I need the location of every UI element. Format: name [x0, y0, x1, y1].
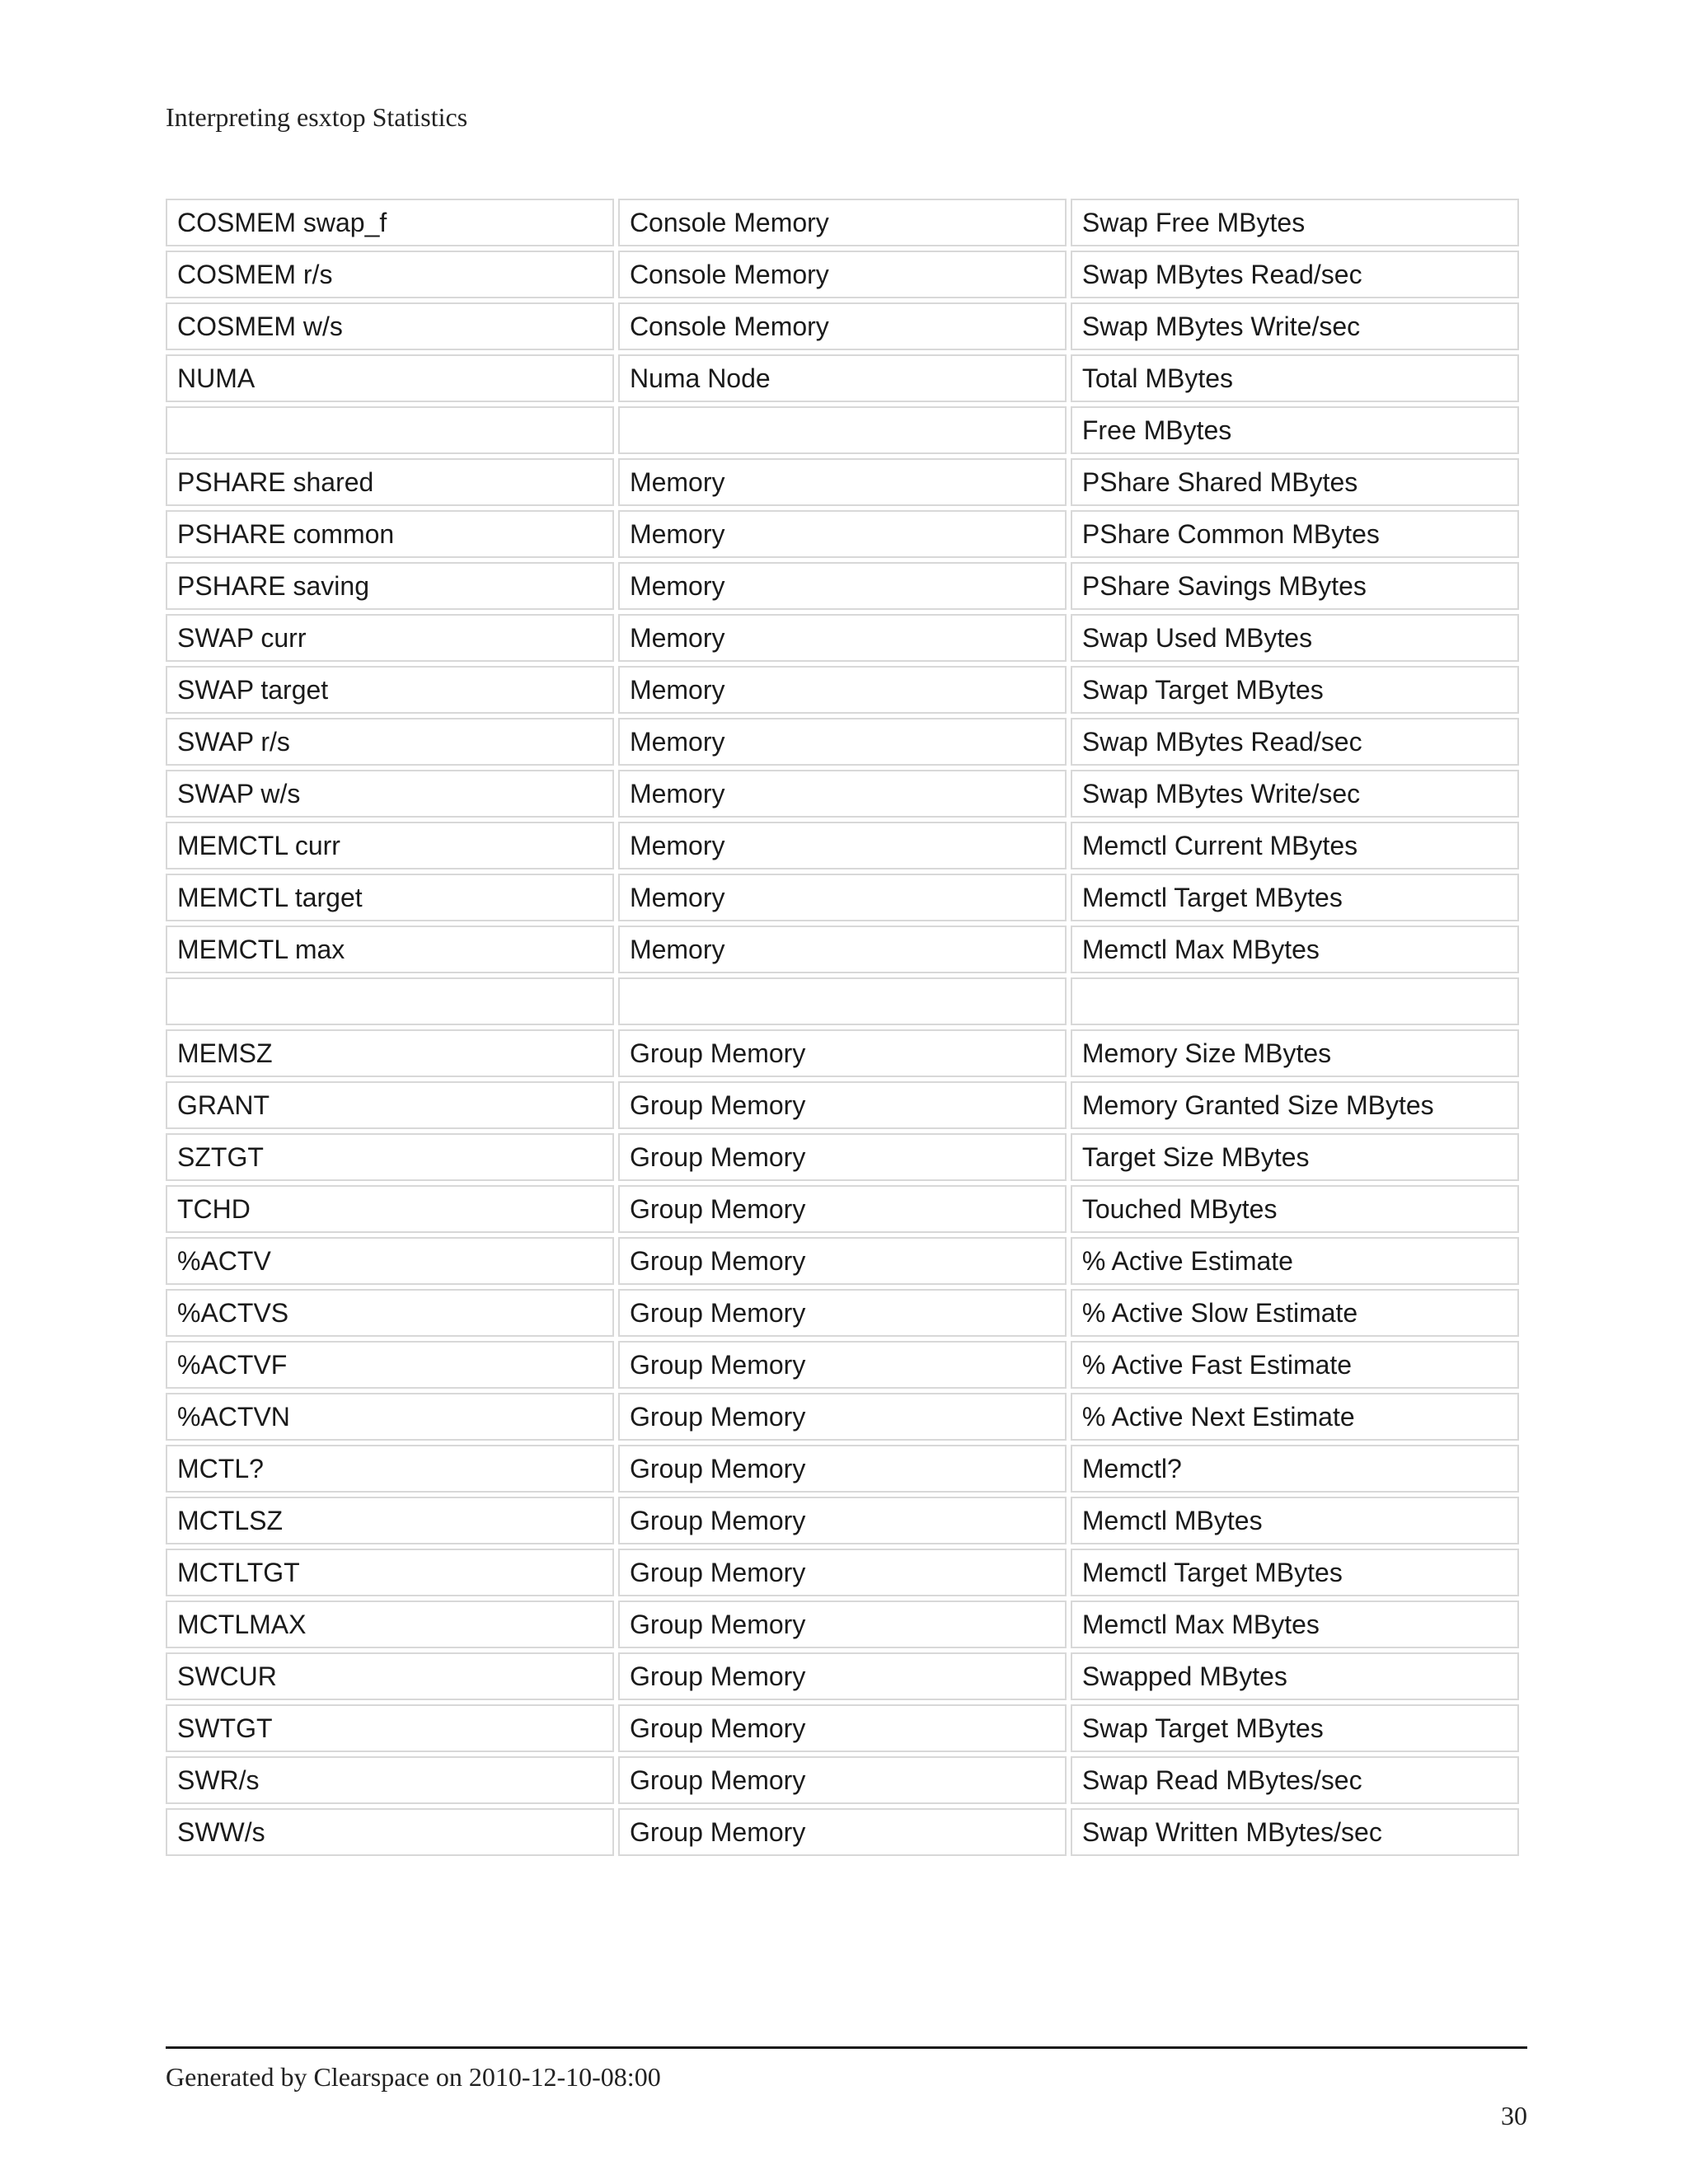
- table-row: [166, 1081, 1519, 1129]
- counter-name-cell: SZTGT: [166, 1133, 614, 1181]
- counter-name-cell: PSHARE saving: [166, 562, 614, 610]
- counter-group-cell: Group Memory: [618, 1081, 1067, 1129]
- counter-group-cell: [618, 406, 1067, 454]
- counter-description-cell: Swap MBytes Write/sec: [1071, 302, 1519, 350]
- counter-name-cell: COSMEM r/s: [166, 251, 614, 298]
- counter-name-cell: SWR/s: [166, 1756, 614, 1804]
- counter-name-cell: NUMA: [166, 354, 614, 402]
- counter-description-cell: Memory Granted Size MBytes: [1071, 1081, 1519, 1129]
- table-row: [166, 822, 1519, 869]
- counter-group-cell: Group Memory: [618, 1445, 1067, 1493]
- table-row: [166, 1756, 1519, 1804]
- counter-name-cell: %ACTVF: [166, 1341, 614, 1389]
- counter-name-cell: %ACTV: [166, 1237, 614, 1285]
- counter-description-cell: % Active Slow Estimate: [1071, 1289, 1519, 1337]
- table-row: [166, 251, 1519, 298]
- counter-group-cell: Console Memory: [618, 251, 1067, 298]
- counter-group-cell: Group Memory: [618, 1549, 1067, 1596]
- counter-group-cell: Console Memory: [618, 199, 1067, 246]
- counter-group-cell: Group Memory: [618, 1808, 1067, 1856]
- counter-name-cell: [166, 406, 614, 454]
- table-row: [166, 874, 1519, 921]
- counter-description-cell: % Active Fast Estimate: [1071, 1341, 1519, 1389]
- counter-description-cell: Memctl Max MBytes: [1071, 1601, 1519, 1648]
- counter-name-cell: MEMCTL curr: [166, 822, 614, 869]
- counter-group-cell: Memory: [618, 666, 1067, 714]
- table-row: [166, 977, 1519, 1025]
- counter-description-cell: Memctl Target MBytes: [1071, 1549, 1519, 1596]
- counter-description-cell: Touched MBytes: [1071, 1185, 1519, 1233]
- counter-description-cell: Swap MBytes Read/sec: [1071, 718, 1519, 766]
- table-row: [166, 1497, 1519, 1544]
- counter-group-cell: Numa Node: [618, 354, 1067, 402]
- table-row: [166, 1652, 1519, 1700]
- counter-group-cell: Memory: [618, 874, 1067, 921]
- counter-group-cell: Memory: [618, 926, 1067, 973]
- counter-group-cell: Group Memory: [618, 1756, 1067, 1804]
- counter-name-cell: COSMEM swap_f: [166, 199, 614, 246]
- table-row: [166, 1029, 1519, 1077]
- counter-group-cell: [618, 977, 1067, 1025]
- counter-description-cell: [1071, 977, 1519, 1025]
- counter-name-cell: SWW/s: [166, 1808, 614, 1856]
- counter-description-cell: Memctl Max MBytes: [1071, 926, 1519, 973]
- counter-group-cell: Group Memory: [618, 1133, 1067, 1181]
- counter-name-cell: MCTLMAX: [166, 1601, 614, 1648]
- table-row: [166, 1704, 1519, 1752]
- counter-name-cell: SWTGT: [166, 1704, 614, 1752]
- table-body: [166, 199, 1519, 1856]
- counter-description-cell: Swap Target MBytes: [1071, 1704, 1519, 1752]
- counter-name-cell: MCTL?: [166, 1445, 614, 1493]
- counter-description-cell: % Active Next Estimate: [1071, 1393, 1519, 1441]
- counter-group-cell: Console Memory: [618, 302, 1067, 350]
- counter-name-cell: MEMCTL target: [166, 874, 614, 921]
- counter-name-cell: %ACTVS: [166, 1289, 614, 1337]
- table-row: [166, 510, 1519, 558]
- counter-name-cell: PSHARE shared: [166, 458, 614, 506]
- counter-name-cell: %ACTVN: [166, 1393, 614, 1441]
- counter-group-cell: Group Memory: [618, 1237, 1067, 1285]
- table-row: [166, 458, 1519, 506]
- page-header-title: Interpreting esxtop Statistics: [166, 102, 468, 132]
- footer-generated-text: Generated by Clearspace on 2010-12-10-08:00: [166, 2062, 661, 2092]
- counter-group-cell: Memory: [618, 562, 1067, 610]
- counter-name-cell: MCTLSZ: [166, 1497, 614, 1544]
- counter-name-cell: SWAP r/s: [166, 718, 614, 766]
- counter-description-cell: Swap MBytes Write/sec: [1071, 770, 1519, 818]
- counter-description-cell: Free MBytes: [1071, 406, 1519, 454]
- counter-description-cell: Swap Used MBytes: [1071, 614, 1519, 662]
- counter-description-cell: Target Size MBytes: [1071, 1133, 1519, 1181]
- counter-description-cell: Swap Target MBytes: [1071, 666, 1519, 714]
- counter-description-cell: Swap Written MBytes/sec: [1071, 1808, 1519, 1856]
- table-row: [166, 199, 1519, 246]
- table-row: [166, 406, 1519, 454]
- counter-group-cell: Group Memory: [618, 1341, 1067, 1389]
- counter-name-cell: MCTLTGT: [166, 1549, 614, 1596]
- footer-divider: [166, 2046, 1527, 2049]
- counter-description-cell: Memctl?: [1071, 1445, 1519, 1493]
- counter-group-cell: Memory: [618, 614, 1067, 662]
- counter-name-cell: SWAP w/s: [166, 770, 614, 818]
- table-row: [166, 1133, 1519, 1181]
- table-row: [166, 1237, 1519, 1285]
- counter-description-cell: Swap Read MBytes/sec: [1071, 1756, 1519, 1804]
- counter-group-cell: Group Memory: [618, 1601, 1067, 1648]
- table-row: [166, 1289, 1519, 1337]
- counter-name-cell: PSHARE common: [166, 510, 614, 558]
- counter-description-cell: PShare Shared MBytes: [1071, 458, 1519, 506]
- counter-group-cell: Memory: [618, 458, 1067, 506]
- table-row: [166, 1341, 1519, 1389]
- counter-description-cell: Memctl Current MBytes: [1071, 822, 1519, 869]
- counter-description-cell: PShare Savings MBytes: [1071, 562, 1519, 610]
- counter-description-cell: Total MBytes: [1071, 354, 1519, 402]
- table-row: [166, 718, 1519, 766]
- counter-name-cell: TCHD: [166, 1185, 614, 1233]
- counter-name-cell: COSMEM w/s: [166, 302, 614, 350]
- esxtop-statistics-table: [162, 194, 1523, 1860]
- counter-group-cell: Group Memory: [618, 1393, 1067, 1441]
- table-row: [166, 1549, 1519, 1596]
- table-row: [166, 354, 1519, 402]
- table-row: [166, 1808, 1519, 1856]
- table-row: [166, 1393, 1519, 1441]
- counter-description-cell: Memctl Target MBytes: [1071, 874, 1519, 921]
- counter-group-cell: Group Memory: [618, 1497, 1067, 1544]
- counter-description-cell: Swap MBytes Read/sec: [1071, 251, 1519, 298]
- table-row: [166, 302, 1519, 350]
- counter-group-cell: Group Memory: [618, 1704, 1067, 1752]
- counter-group-cell: Memory: [618, 510, 1067, 558]
- counter-group-cell: Group Memory: [618, 1652, 1067, 1700]
- counter-name-cell: [166, 977, 614, 1025]
- counter-group-cell: Group Memory: [618, 1029, 1067, 1077]
- counter-group-cell: Group Memory: [618, 1185, 1067, 1233]
- counter-description-cell: Swapped MBytes: [1071, 1652, 1519, 1700]
- counter-group-cell: Memory: [618, 718, 1067, 766]
- counter-name-cell: SWAP curr: [166, 614, 614, 662]
- table-row: [166, 614, 1519, 662]
- counter-group-cell: Group Memory: [618, 1289, 1067, 1337]
- counter-name-cell: SWAP target: [166, 666, 614, 714]
- table-row: [166, 770, 1519, 818]
- table-row: [166, 1185, 1519, 1233]
- counter-group-cell: Memory: [618, 822, 1067, 869]
- table-row: [166, 1601, 1519, 1648]
- table-row: [166, 926, 1519, 973]
- page-number: 30: [1501, 2101, 1527, 2130]
- counter-name-cell: MEMCTL max: [166, 926, 614, 973]
- counter-description-cell: Swap Free MBytes: [1071, 199, 1519, 246]
- counter-description-cell: PShare Common MBytes: [1071, 510, 1519, 558]
- counter-description-cell: Memory Size MBytes: [1071, 1029, 1519, 1077]
- table-row: [166, 1445, 1519, 1493]
- table-row: [166, 562, 1519, 610]
- counter-description-cell: Memctl MBytes: [1071, 1497, 1519, 1544]
- counter-name-cell: MEMSZ: [166, 1029, 614, 1077]
- counter-name-cell: GRANT: [166, 1081, 614, 1129]
- counter-group-cell: Memory: [618, 770, 1067, 818]
- counter-description-cell: % Active Estimate: [1071, 1237, 1519, 1285]
- counter-name-cell: SWCUR: [166, 1652, 614, 1700]
- table-row: [166, 666, 1519, 714]
